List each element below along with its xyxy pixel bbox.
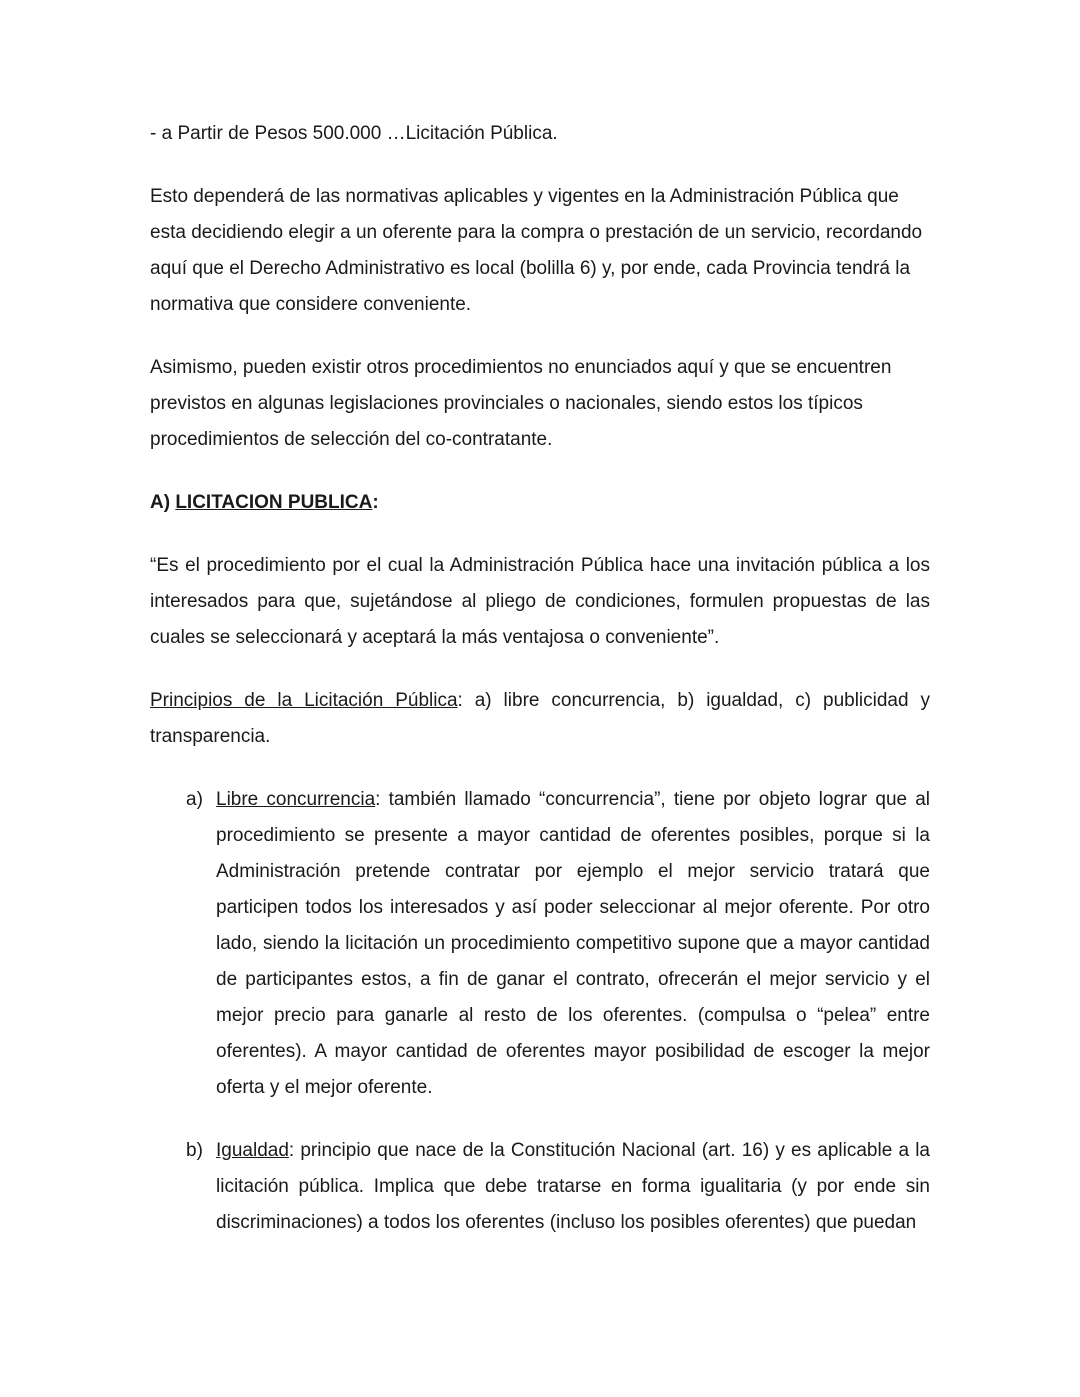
heading-title: LICITACION PUBLICA [175,492,373,513]
heading-prefix: A) [150,492,176,513]
text-segment: : principio que nace de la Constitución Nacional (art. 16) y es aplicable a la licitación pública. Implica que debe tratarse en forma igualitaria (y por ende sin discriminaciones) a todos los oferentes (incluso los posibles oferentes) que puedan [216,1140,930,1233]
list-item-body [216,782,930,1106]
heading-colon: : [372,492,379,513]
text-segment-underlined: Igualdad [216,1140,289,1161]
paragraph [150,179,930,323]
text-segment: Asimismo, pueden existir otros procedimientos no enunciados aquí y que se encuentren previstos en algunas legislaciones provinciales o nacionales, siendo estos los típicos procedimientos de selección del co-contratante. [150,357,892,450]
text-segment: - a Partir de Pesos 500.000 …Licitación Pública. [150,123,558,144]
text-segment: : también llamado “concurrencia”, tiene por objeto lograr que al procedimiento se presente a mayor cantidad de oferentes posibles, porque si la Administración pretende contratar por ejemplo el mejor servicio tratará que participen todos los interesados y así poder seleccionar al mejor oferente. Por otro lado, siendo la licitación un procedimiento competitivo supone que a mayor cantidad de participantes estos, a fin de ganar el contrato, ofrecerán el mejor servicio y el mejor precio para ganarle al resto de los oferentes. (compulsa o “pelea” entre oferentes). A mayor cantidad de oferentes mayor posibilidad de escoger la mejor oferta y el mejor oferente. [216,789,931,1098]
paragraph [150,116,930,152]
list-item-body [216,1133,930,1241]
list-marker: b) [186,1140,203,1161]
section-heading [150,485,930,521]
paragraph [150,350,930,458]
list-item [150,782,930,1106]
paragraph [150,548,930,656]
text-segment: Esto dependerá de las normativas aplicables y vigentes en la Administración Pública que esta decidiendo elegir a un oferente para la compra o prestación de un servicio, recordando aquí que el Derecho Administrativo es local (bolilla 6) y, por ende, cada Provincia tendrá la normativa que considere conveniente. [150,186,923,315]
paragraph [150,683,930,755]
text-segment-underlined: Libre concurrencia [216,789,376,810]
text-segment: : a) libre concurrencia, b) igualdad, c) publicidad y transparencia. [150,690,930,747]
list-marker: a) [186,789,203,810]
list-item [150,1133,930,1241]
text-segment: “Es el procedimiento por el cual la Administración Pública hace una invitación pública a los interesados para que, sujetándose al pliego de condiciones, formulen propuestas de las cuales se seleccionará y aceptará la más ventajosa o conveniente”. [150,555,930,648]
text-segment-underlined: Principios de la Licitación Pública [150,690,458,711]
